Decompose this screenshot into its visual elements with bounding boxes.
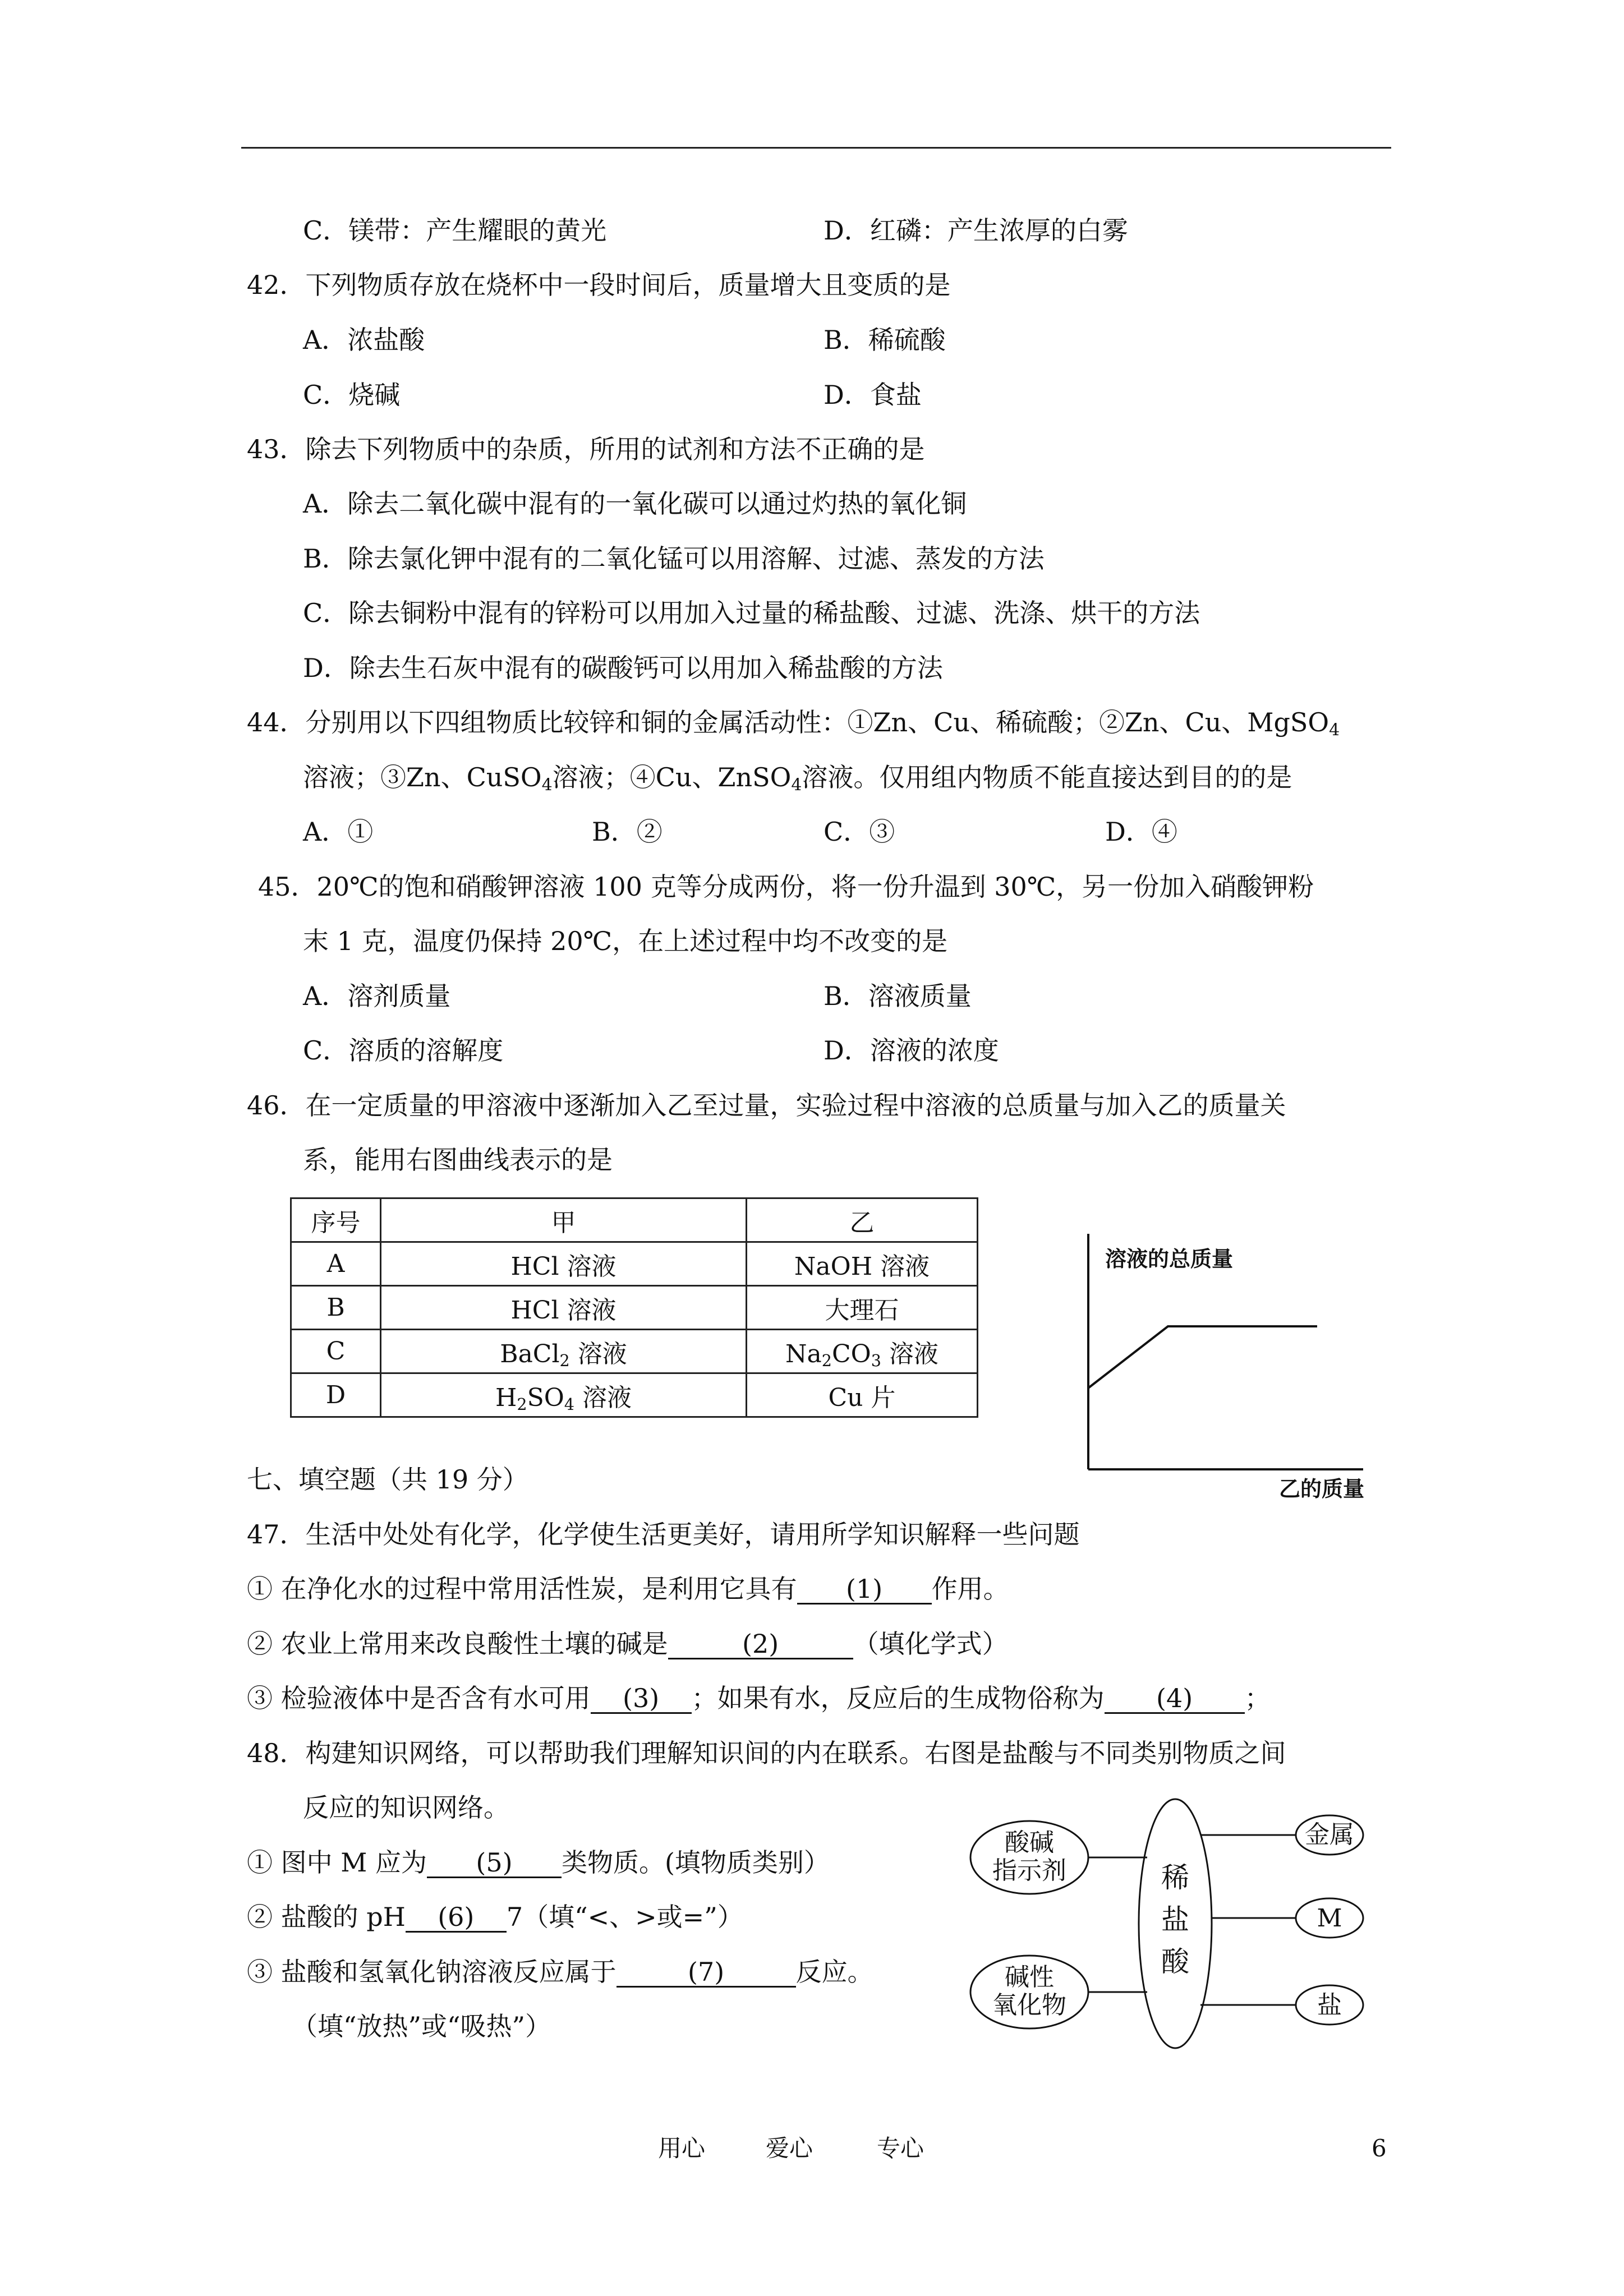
q45-option-a: A．溶剂质量 — [303, 981, 451, 1011]
q48-item-3-note: （填“放热”或“吸热”） — [292, 2011, 551, 2041]
footer-motto-1: 用心 — [658, 2134, 706, 2162]
node-m-label: M — [1317, 1904, 1342, 1933]
q45-stem-line2: 末 1 克，温度仍保持 20℃，在上述过程中均不改变的是 — [303, 926, 948, 956]
blank-4: (4) — [1105, 1685, 1245, 1714]
table-row — [291, 1373, 978, 1417]
q47-item-1: ① 在净化水的过程中常用活性炭，是利用它具有 (1) 作用。 — [247, 1574, 1009, 1604]
q47-item-2: ② 农业上常用来改良酸性土壤的碱是 (2) （填化学式） — [247, 1629, 1008, 1659]
page-number: 6 — [1372, 2134, 1387, 2162]
table-header-cell: 序号 — [291, 1198, 381, 1242]
q42-stem: 42．下列物质存放在烧杯中一段时间后，质量增大且变质的是 — [247, 270, 951, 300]
table-cell: A — [291, 1242, 381, 1286]
q46-table — [290, 1197, 978, 1418]
section-7-title: 七、填空题（共 19 分） — [247, 1464, 528, 1495]
table-cell: D — [291, 1373, 381, 1417]
node-hcl-char-1: 稀 — [1161, 1861, 1189, 1894]
table-cell: Cu 片 — [747, 1373, 978, 1417]
table-cell: 大理石 — [747, 1286, 978, 1330]
node-basic-oxide-label-2: 氧化物 — [992, 1991, 1066, 2020]
q42-option-d: D．食盐 — [823, 380, 922, 410]
q46-stem-line2: 系，能用右图曲线表示的是 — [303, 1145, 613, 1175]
blank-3: (3) — [591, 1685, 692, 1714]
q44-option-d: D．④ — [1105, 817, 1177, 847]
table-cell: $H_2SO_4$ 溶液 — [381, 1373, 747, 1417]
blank-7: (7) — [617, 1959, 796, 1988]
q44-stem-line1: 44．分别用以下四组物质比较锌和铜的金属活动性：①Zn、Cu、稀硫酸；②Zn、Cu、MgSO$_4$ — [247, 707, 1340, 740]
q44-option-c: C．③ — [823, 817, 895, 847]
table-cell: BaCl$_2$ 溶液 — [381, 1330, 747, 1373]
blank-6: (6) — [406, 1904, 507, 1933]
acid-network-diagram — [954, 1795, 1391, 2075]
q42-option-a: A．浓盐酸 — [303, 325, 425, 355]
node-hcl-char-3: 酸 — [1161, 1945, 1189, 1978]
table-cell: $Na_2CO_3$ 溶液 — [747, 1330, 978, 1373]
footer-motto-2: 爱心 — [766, 2134, 813, 2162]
q45-option-c: C．溶质的溶解度 — [303, 1035, 504, 1066]
q44-option-a: A．① — [303, 817, 374, 847]
q47-item-3: ③ 检验液体中是否含有水可用 (3) ；如果有水，反应后的生成物俗称为 (4) ； — [247, 1683, 1271, 1713]
node-indicator-label-2: 指示剂 — [992, 1856, 1066, 1885]
q45-stem-line1: 45．20℃的饱和硝酸钾溶液 100 克等分成两份，将一份升温到 30℃，另一份加入硝酸钾粉 — [258, 872, 1314, 902]
q41-option-d: D．红磷：产生浓厚的白雾 — [823, 215, 1128, 246]
blank-1: (1) — [797, 1576, 932, 1605]
q48-item-3: ③ 盐酸和氢氧化钠溶液反应属于 (7) 反应。 — [247, 1957, 873, 1987]
graph-curve — [1088, 1326, 1317, 1388]
table-cell: HCl 溶液 — [381, 1286, 747, 1330]
table-cell: B — [291, 1286, 381, 1330]
q48-stem-line2: 反应的知识网络。 — [303, 1792, 509, 1823]
q43-option-b: B．除去氯化钾中混有的二氧化锰可以用溶解、过滤、蒸发的方法 — [303, 543, 1045, 574]
q42-option-c: C．烧碱 — [303, 380, 401, 410]
table-cell: HCl 溶液 — [381, 1242, 747, 1286]
q42-option-b: B．稀硫酸 — [823, 325, 946, 355]
q48-item-1: ① 图中 M 应为 (5) 类物质。(填物质类别） — [247, 1847, 830, 1878]
q44-option-b: B．② — [592, 817, 663, 847]
q45-option-d: D．溶液的浓度 — [823, 1035, 999, 1066]
table-row — [291, 1242, 978, 1286]
table-header-cell: 甲 — [381, 1198, 747, 1242]
table-header-row — [291, 1198, 978, 1242]
q44-stem-line2: 溶液；③Zn、CuSO$_4$溶液；④Cu、ZnSO$_4$溶液。仅用组内物质不能直接达到目的的是 — [303, 762, 1292, 795]
table-header-cell: 乙 — [747, 1198, 978, 1242]
table-cell: C — [291, 1330, 381, 1373]
graph-x-label: 乙的质量 — [1279, 1478, 1365, 1501]
q48-item-2: ② 盐酸的 pH (6) 7（填“<、>或=”） — [247, 1902, 743, 1932]
node-salt-label: 盐 — [1317, 1991, 1342, 2020]
q43-option-c: C．除去铜粉中混有的锌粉可以用加入过量的稀盐酸、过滤、洗涤、烘干的方法 — [303, 598, 1200, 628]
graph-y-label: 溶液的总质量 — [1105, 1248, 1234, 1271]
q43-stem: 43．除去下列物质中的杂质，所用的试剂和方法不正确的是 — [247, 434, 925, 464]
q46-mass-graph — [1066, 1223, 1380, 1514]
table-row — [291, 1330, 978, 1373]
node-hcl-char-2: 盐 — [1161, 1903, 1189, 1936]
q46-stem-line1: 46．在一定质量的甲溶液中逐渐加入乙至过量，实验过程中溶液的总质量与加入乙的质量关 — [247, 1090, 1286, 1121]
q41-option-c: C．镁带：产生耀眼的黄光 — [303, 215, 607, 246]
blank-5: (5) — [427, 1850, 562, 1878]
table-row — [291, 1286, 978, 1330]
node-basic-oxide-label-1: 碱性 — [1005, 1963, 1054, 1991]
blank-2: (2) — [668, 1631, 853, 1659]
table-cell: NaOH 溶液 — [747, 1242, 978, 1286]
q43-option-d: D．除去生石灰中混有的碳酸钙可以用加入稀盐酸的方法 — [303, 653, 943, 683]
q45-option-b: B．溶液质量 — [823, 981, 972, 1011]
node-metal-label: 金属 — [1305, 1820, 1354, 1849]
footer-motto-3: 专心 — [877, 2134, 924, 2162]
node-indicator-label-1: 酸碱 — [1005, 1828, 1054, 1857]
q48-stem-line1: 48．构建知识网络，可以帮助我们理解知识间的内在联系。右图是盐酸与不同类别物质之间 — [247, 1738, 1286, 1768]
header-rule — [241, 147, 1391, 149]
q43-option-a: A．除去二氧化碳中混有的一氧化碳可以通过灼热的氧化铜 — [303, 488, 967, 519]
q47-stem: 47．生活中处处有化学，化学使生活更美好，请用所学知识解释一些问题 — [247, 1519, 1080, 1550]
